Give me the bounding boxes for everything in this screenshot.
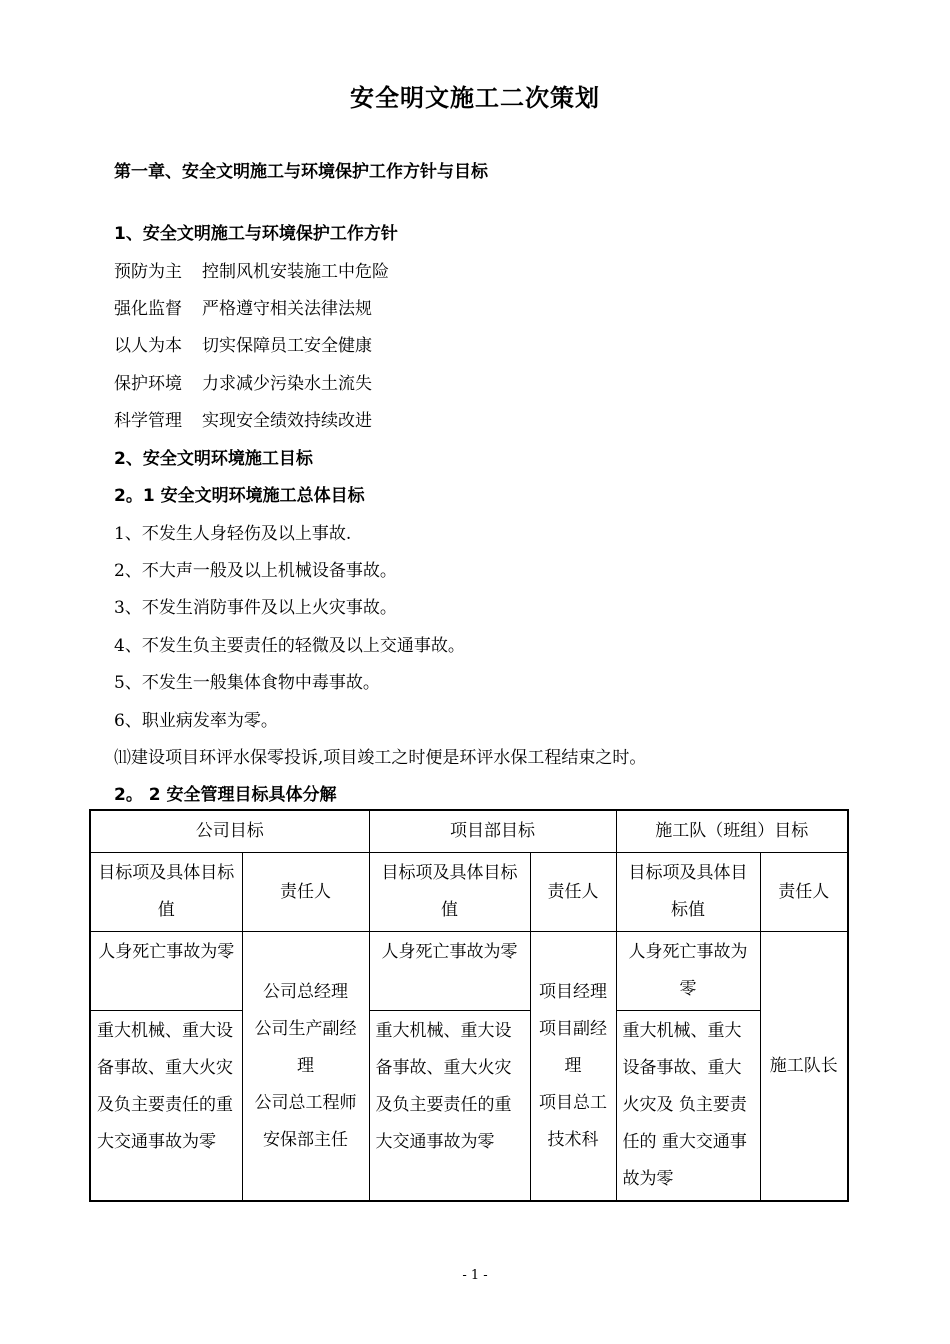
subheader-responsible: 责任人 xyxy=(530,853,616,932)
subheader-goal-item: 目标项及具体目标值 xyxy=(616,853,760,932)
project-responsible-cell: 项目经理 项目副经理 项目总工 技术科 xyxy=(530,932,616,1202)
header-project-goals: 项目部目标 xyxy=(369,810,616,853)
header-company-goals: 公司目标 xyxy=(90,810,369,853)
section-heading-policy: 1、安全文明施工与环境保护工作方针 xyxy=(114,224,398,244)
policy-line: 保护环境 力求减少污染水土流失 xyxy=(114,374,372,394)
header-team-goals: 施工队（班组）目标 xyxy=(616,810,848,853)
company-goal-cell: 重大机械、重大设备事故、重大火灾及负主要责任的重大交通事故为零 xyxy=(90,1011,242,1202)
subheader-responsible: 责任人 xyxy=(760,853,848,932)
goal-item: 4、不发生负主要责任的轻微及以上交通事故。 xyxy=(114,636,465,656)
subheader-goal-item: 目标项及具体目标值 xyxy=(90,853,242,932)
goal-item: 6、职业病发率为零。 xyxy=(114,711,278,731)
policy-line: 以人为本 切实保障员工安全健康 xyxy=(114,336,372,356)
team-goal-cell: 人身死亡事故为零 xyxy=(616,932,760,1011)
policy-line: 强化监督 严格遵守相关法律法规 xyxy=(114,299,372,319)
subsection-heading-breakdown: 2。 2 安全管理目标具体分解 xyxy=(114,785,337,805)
page-number: - 1 - xyxy=(462,1268,488,1283)
goal-item: 1、不发生人身轻伤及以上事故. xyxy=(114,524,352,544)
goal-item: 3、不发生消防事件及以上火灾事故。 xyxy=(114,598,397,618)
project-goal-cell: 重大机械、重大设备事故、重大火灾及负主要责任的重大交通事故为零 xyxy=(369,1011,530,1202)
section-heading-goals: 2、安全文明环境施工目标 xyxy=(114,449,313,469)
team-goal-cell: 重大机械、重大设备事故、重大火灾及 负主要责任的 重大交通事故为零 xyxy=(616,1011,760,1202)
policy-line: 科学管理 实现安全绩效持续改进 xyxy=(114,411,372,431)
goal-item: 2、不大声一般及以上机械设备事故。 xyxy=(114,561,397,581)
goal-item: 5、不发生一般集体食物中毒事故。 xyxy=(114,673,380,693)
subsection-heading-overall: 2。1 安全文明环境施工总体目标 xyxy=(114,486,365,506)
goal-item: ⑾建设项目环评水保零投诉,项目竣工之时便是环评水保工程结束之时。 xyxy=(114,748,647,768)
subheader-goal-item: 目标项及具体目标值 xyxy=(369,853,530,932)
document-title: 安全明文施工二次策划 xyxy=(350,84,600,112)
subheader-responsible: 责任人 xyxy=(242,853,369,932)
company-responsible-cell: 公司总经理 公司生产副经理 公司总工程师 安保部主任 xyxy=(242,932,369,1202)
policy-line: 预防为主 控制风机安装施工中危险 xyxy=(114,262,389,282)
chapter-heading: 第一章、安全文明施工与环境保护工作方针与目标 xyxy=(114,162,488,182)
team-responsible-cell: 施工队长 xyxy=(760,932,848,1202)
project-goal-cell: 人身死亡事故为零 xyxy=(369,932,530,1011)
company-goal-cell: 人身死亡事故为零 xyxy=(90,932,242,1011)
goal-breakdown-table xyxy=(89,809,849,1202)
